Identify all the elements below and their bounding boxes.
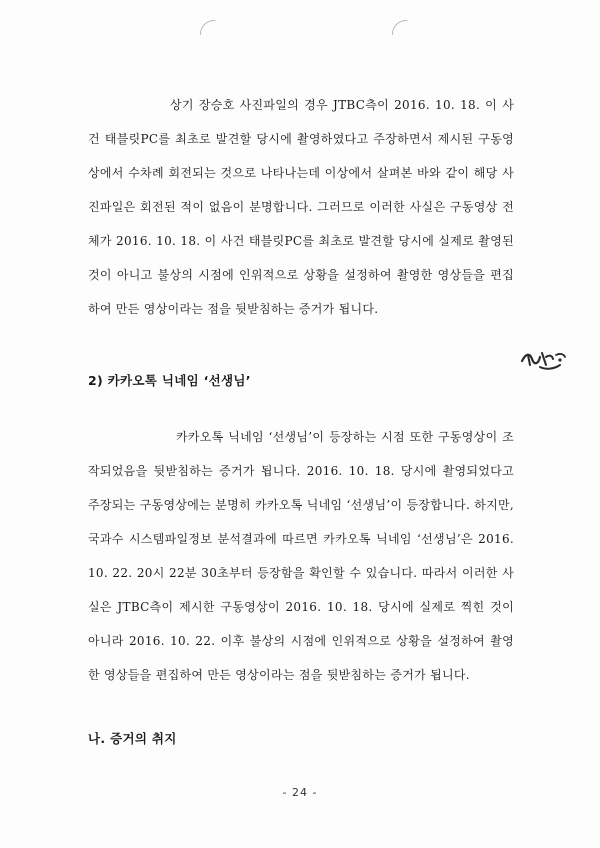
punch-hole-icon [392, 20, 407, 35]
punch-hole-icon [200, 20, 215, 35]
subsection-heading: 나. 증거의 취지 [88, 731, 177, 746]
page-number: - 24 - [282, 786, 318, 799]
body-paragraph-2: 카카오톡 닉네임 ‘선생님’이 등장하는 시점 또한 구동영상이 조작되었음을 뒷받침하는 증거가 됩니다. 2016. 10. 18. 당시에 촬영되었다고 주장되는 구동영상에는 분명히 카카오톡 닉네임 ‘선생님’이 등장합니다. 하지만, 국과수 시스템파일정보 분석결과에 따르면 카카오톡 닉네임 ‘선생님’은 2016. 10. 22. 20시 22분 30초부터 등장함을 확인할 수 있습니다. 따라서 이러한 사실은 JTBC측이 제시한 구동영상이 2016. 10. 18. 당시에 실제로 찍힌 것이 아니라 2016. 10. 22. 이후 불상의 시점에 인위적으로 상황을 설정하여 촬영한 영상들을 편집하여 만든 영상이라는 점을 뒷받침하는 증거가 됩니다. [88, 430, 514, 682]
handwritten-stamp-icon [516, 343, 568, 373]
body-paragraph-1: 상기 장승호 사진파일의 경우 JTBC측이 2016. 10. 18. 이 사건 태블릿PC를 최초로 발견할 당시에 촬영하였다고 주장하면서 제시된 구동영상에서 수차례 회전되는 것으로 나타나는데 이상에서 살펴본 바와 같이 해당 사진파일은 회전된 적이 없음이 분명합니다. 그러므로 이러한 사실은 구동영상 전체가 2016. 10. 18. 이 사건 태블릿PC를 최초로 발견할 당시에 실제로 촬영된 것이 아니고 불상의 시점에 인위적으로 상황을 설정하여 촬영한 영상들을 편집하여 만든 영상이라는 점을 뒷받침하는 증거가 됩니다. [88, 98, 514, 316]
section-heading: 2) 카카오톡 닉네임 ‘선생님’ [88, 373, 251, 388]
